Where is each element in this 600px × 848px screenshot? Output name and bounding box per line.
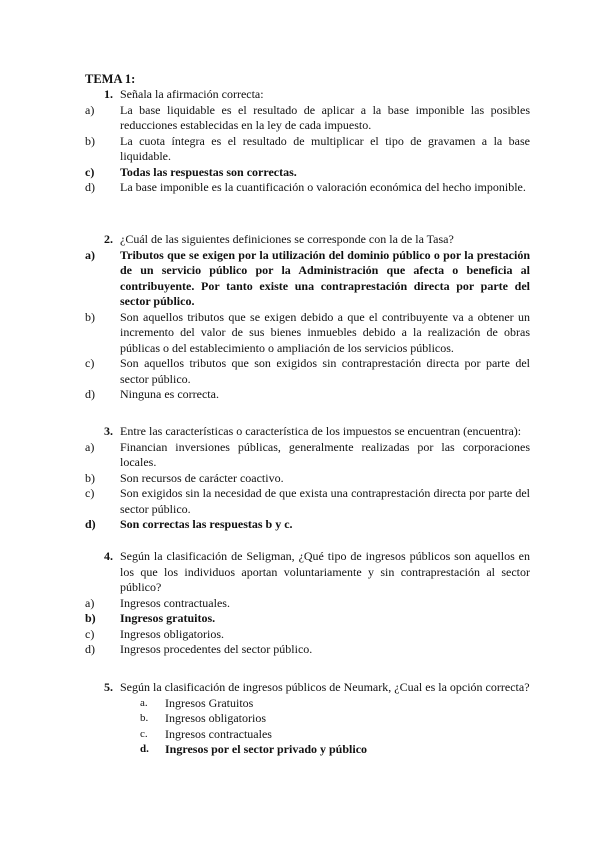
option-letter: a) <box>85 247 95 262</box>
option-a <box>85 596 530 612</box>
option-letter: b) <box>85 133 95 148</box>
option-letter: c) <box>85 626 95 641</box>
option-letter: b. <box>140 712 149 724</box>
option-d-correct <box>85 742 530 758</box>
question-number: 1. <box>104 87 113 101</box>
option-text: Ingresos por el sector privado y público <box>165 742 368 756</box>
option-letter: b) <box>85 470 95 485</box>
question-text: Entre las características o característica de los impuestos se encuentran (encuentra): <box>120 424 522 438</box>
option-letter: d) <box>85 180 95 194</box>
option-letter: a. <box>140 696 148 709</box>
option-d <box>85 642 530 658</box>
option-letter: d) <box>85 642 95 656</box>
option-letter: c) <box>85 164 95 179</box>
option-text: Ingresos gratuitos. <box>120 611 216 625</box>
option-letter: a) <box>85 595 95 610</box>
option-c <box>85 356 530 387</box>
option-text: Ingresos Gratuitos <box>165 695 254 710</box>
option-letter: d. <box>140 743 149 755</box>
option-letter: b) <box>85 611 96 625</box>
option-text: Ingresos contractuales <box>165 726 272 741</box>
option-text: Son aquellos tributos que se exigen debido a que el contribuyente va a obtener un incremento del valor de sus bienes inmuebles debido a la realización de obras públicas o del establecimiento o ampliación de los servicios públicos. <box>120 309 530 355</box>
option-text: La base imponible es la cuantificación o valoración económica del hecho imponible. <box>120 180 526 194</box>
option-letter: d) <box>85 517 96 531</box>
option-c <box>85 627 530 643</box>
option-letter: c) <box>85 486 95 500</box>
question-text: ¿Cuál de las siguientes definiciones se corresponde con la de la Tasa? <box>120 232 454 246</box>
option-text: Son aquellos tributos que son exigidos sin contraprestación directa por parte del sector público. <box>120 356 530 386</box>
option-letter: c) <box>85 356 95 370</box>
option-c-correct <box>85 165 530 181</box>
option-text: Ingresos contractuales. <box>120 595 230 610</box>
option-letter: c. <box>140 727 148 740</box>
option-a-correct <box>85 248 530 310</box>
option-text: Son correctas las respuestas b y c. <box>120 517 293 531</box>
question-3 <box>85 424 530 533</box>
option-b <box>85 471 530 487</box>
option-d <box>85 180 530 196</box>
option-c <box>85 486 530 517</box>
option-text: La base liquidable es el resultado de aplicar a la base imponible las posibles reducciones establecidas en la ley de cada impuesto. <box>120 102 530 132</box>
option-a <box>85 103 530 134</box>
option-a <box>85 440 530 471</box>
option-text: Todas las respuestas son correctas. <box>120 164 297 179</box>
option-letter: d) <box>85 387 95 401</box>
question-text: Según la clasificación de Seligman, ¿Qué tipo de ingresos públicos son aquellos en los que los individuos aportan voluntariamente y sin contraprestación al sector público? <box>120 549 530 594</box>
option-text: Ingresos procedentes del sector público. <box>120 642 313 656</box>
option-letter: a) <box>85 439 95 454</box>
question-number: 5. <box>104 680 113 694</box>
question-number: 3. <box>104 424 113 438</box>
option-c <box>85 727 530 743</box>
option-a <box>85 696 530 712</box>
question-2 <box>85 232 530 403</box>
question-number: 2. <box>104 232 113 246</box>
option-text: Ninguna es correcta. <box>120 387 219 401</box>
question-4 <box>85 549 530 658</box>
page-title: TEMA 1: <box>85 72 136 86</box>
option-text: Ingresos obligatorios <box>165 711 266 725</box>
option-text: Son exigidos sin la necesidad de que exista una contraprestación directa por parte del sector público. <box>120 486 530 516</box>
option-letter: a) <box>85 102 95 117</box>
question-number: 4. <box>104 549 113 563</box>
question-5 <box>85 680 530 758</box>
option-b <box>85 310 530 357</box>
option-text: Son recursos de carácter coactivo. <box>120 470 284 485</box>
question-1 <box>85 87 530 196</box>
question-text: Según la clasificación de ingresos públicos de Neumark, ¿Cual es la opción correcta? <box>120 680 530 694</box>
option-text: Ingresos obligatorios. <box>120 626 224 641</box>
option-d-correct <box>85 517 530 533</box>
option-b-correct <box>85 611 530 627</box>
option-text: Tributos que se exigen por la utilización del dominio público o por la prestación de un servicio público por la Administración que afecta o beneficia al contribuyente. Por tanto existe una contraprestación directa por parte del sector público. <box>120 247 530 308</box>
option-b <box>85 711 530 727</box>
option-d <box>85 387 530 403</box>
option-text: La cuota íntegra es el resultado de multiplicar el tipo de gravamen a la base liquidable. <box>120 133 530 163</box>
option-b <box>85 134 530 165</box>
option-text: Financian inversiones públicas, generalmente realizadas por las corporaciones locales. <box>120 439 530 469</box>
option-letter: b) <box>85 309 95 324</box>
question-text: Señala la afirmación correcta: <box>120 87 264 101</box>
